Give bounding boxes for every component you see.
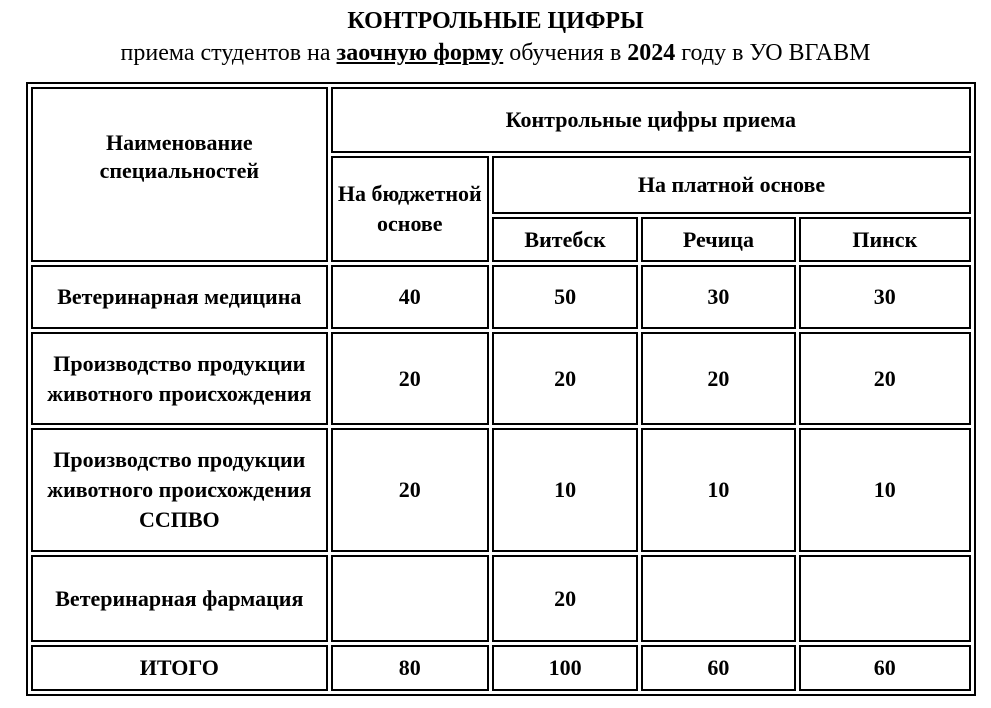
- cell-pinsk: [799, 555, 971, 642]
- row-specialty-name: Ветеринарная фармация: [31, 555, 328, 642]
- total-rechitsa: 60: [641, 645, 795, 691]
- cell-rechitsa: 10: [641, 428, 795, 552]
- total-pinsk: 60: [799, 645, 971, 691]
- header-rechitsa: Речица: [641, 217, 795, 262]
- cell-budget: 20: [331, 428, 489, 552]
- subtitle-part3: году в УО ВГАВМ: [675, 40, 871, 66]
- header-paid: На платной основе: [492, 156, 971, 214]
- cell-vitebsk: 20: [492, 332, 638, 425]
- table-row: [31, 265, 971, 329]
- cell-pinsk: 20: [799, 332, 971, 425]
- cell-vitebsk: 20: [492, 555, 638, 642]
- cell-budget: 40: [331, 265, 489, 329]
- header-pinsk: Пинск: [799, 217, 971, 262]
- total-vitebsk: 100: [492, 645, 638, 691]
- cell-pinsk: 10: [799, 428, 971, 552]
- header-budget: На бюджетной основе: [331, 156, 489, 262]
- subtitle-part2: обучения в: [503, 40, 628, 66]
- total-row: [31, 645, 971, 691]
- row-specialty-name: Ветеринарная медицина: [31, 265, 328, 329]
- header-specialty-name-text: Наименование специальностей: [99, 130, 260, 183]
- subtitle-part1: приема студентов на: [120, 40, 337, 66]
- cell-budget: 20: [331, 332, 489, 425]
- cell-rechitsa: [641, 555, 795, 642]
- header-vitebsk: Витебск: [492, 217, 638, 262]
- cell-budget: [331, 555, 489, 642]
- table-row: [31, 332, 971, 425]
- header-specialty-name: [31, 87, 328, 262]
- cell-rechitsa: 30: [641, 265, 795, 329]
- subtitle-study-form: заочную форму: [336, 40, 504, 66]
- row-specialty-name: Производство продукции животного происхождения: [31, 332, 328, 425]
- total-budget: 80: [331, 645, 489, 691]
- table-row: [31, 555, 971, 642]
- cell-vitebsk: 10: [492, 428, 638, 552]
- cell-vitebsk: 50: [492, 265, 638, 329]
- total-label: ИТОГО: [31, 645, 328, 691]
- row-specialty-name: Производство продукции животного происхождения ССПВО: [31, 428, 328, 552]
- table-row: [31, 428, 971, 552]
- subtitle-year: 2024: [627, 40, 676, 66]
- document-title: КОНТРОЛЬНЫЕ ЦИФРЫ: [347, 8, 644, 34]
- cell-rechitsa: 20: [641, 332, 795, 425]
- cell-pinsk: 30: [799, 265, 971, 329]
- admission-figures-table: [26, 82, 976, 696]
- header-admission-figures: Контрольные цифры приема: [331, 87, 971, 153]
- document-subtitle: [0, 38, 991, 68]
